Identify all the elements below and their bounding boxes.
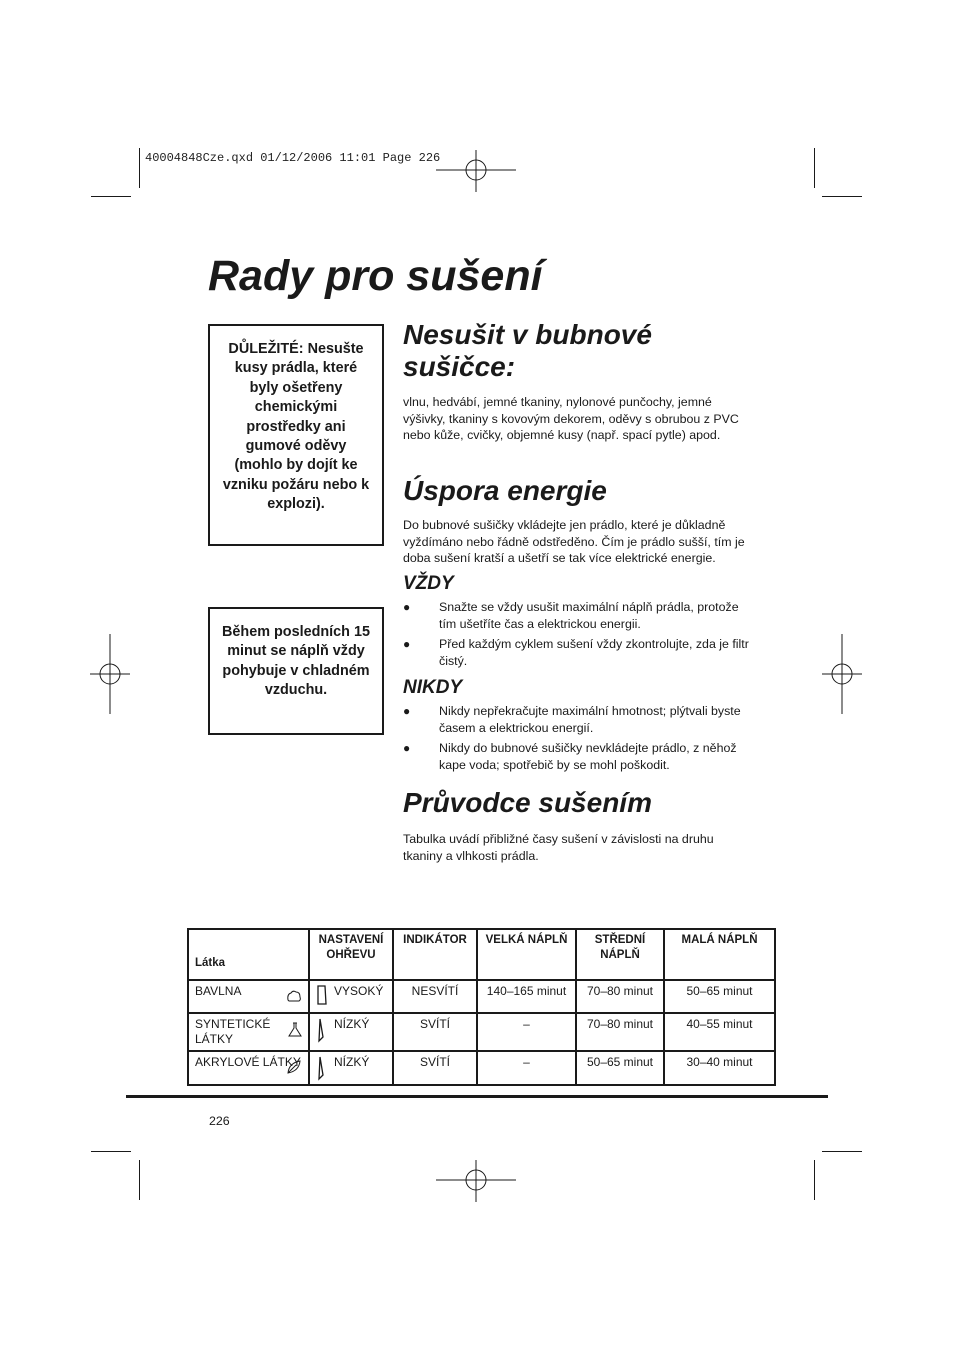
list-item: ● Nikdy do bubnové sušičky nevkládejte prádlo, z něhož kape voda; spotřebič by se mohl poškodit.: [403, 740, 753, 773]
column-header: Látka: [188, 929, 309, 980]
fabric-name: BAVLNA: [195, 984, 242, 998]
heat-setting: NÍZKÝ: [334, 1055, 370, 1069]
fabric-name: SYNTETICKÉ LÁTKY: [195, 1017, 271, 1046]
always-list: [403, 599, 753, 673]
medium-load-time: 50–65 minut: [576, 1051, 664, 1085]
heat-setting: NÍZKÝ: [334, 1017, 370, 1031]
always-heading: VŽDY: [403, 573, 454, 594]
large-load-time: 140–165 minut: [477, 980, 576, 1013]
never-list: [403, 703, 753, 777]
heat-low-icon: [316, 1017, 328, 1043]
registration-mark-left: [90, 634, 130, 714]
cool-air-note-text: Během posledních 15 minut se náplň vždy pohybuje v chladném vzduchu.: [222, 624, 370, 699]
list-item: ● Nikdy nepřekračujte maximální hmotnost; plýtvali byste časem a elektrickou energií.: [403, 703, 753, 736]
fabric-name: AKRYLOVÉ LÁTKY: [195, 1055, 301, 1069]
synthetic-flask-icon: [288, 1022, 302, 1041]
column-header: VELKÁ NÁPLŇ: [477, 929, 576, 980]
list-item: ● Snažte se vždy usušit maximální náplň prádla, protože tím ušetříte čas a elektrickou energii.: [403, 599, 753, 632]
important-warning-box: [208, 324, 384, 546]
page-number: 226: [209, 1114, 230, 1128]
medium-load-time: 70–80 minut: [576, 980, 664, 1013]
print-slug: 40004848Cze.qxd 01/12/2006 11:01 Page 226: [145, 151, 441, 165]
column-header: STŘEDNÍ NÁPLŇ: [576, 929, 664, 980]
table-row: [188, 980, 775, 1013]
indicator-value: SVÍTÍ: [393, 1051, 477, 1085]
heat-setting: VYSOKÝ: [334, 984, 384, 998]
footer-rule: [126, 1095, 828, 1098]
registration-mark-bottom: [436, 1160, 516, 1202]
guide-heading: Průvodce sušením: [403, 787, 652, 818]
registration-mark-top: [436, 150, 516, 192]
table-row: [188, 1013, 775, 1051]
cotton-icon: [286, 989, 302, 1006]
table-header-row: [188, 929, 775, 980]
large-load-time: –: [477, 1051, 576, 1085]
cool-air-note-box: [208, 607, 384, 735]
small-load-time: 30–40 minut: [664, 1051, 775, 1085]
small-load-time: 50–65 minut: [664, 980, 775, 1013]
column-header: INDIKÁTOR: [393, 929, 477, 980]
registration-mark-right: [822, 634, 862, 714]
no-dry-heading: Nesušit v bubnové sušičce:: [403, 319, 652, 382]
medium-load-time: 70–80 minut: [576, 1013, 664, 1051]
drying-guide-table: [187, 928, 776, 1086]
guide-text: Tabulka uvádí přibližné časy sušení v závislosti na druhu tkaniny a vlhkosti prádla.: [403, 832, 714, 863]
table-row: [188, 1051, 775, 1085]
large-load-time: –: [477, 1013, 576, 1051]
no-dry-text: vlnu, hedvábí, jemné tkaniny, nylonové punčochy, jemné výšivky, tkaniny s kovovým dekorem, oděvy s obrubou z PVC nebo kůže, cvičky, objemné kusy (např. spací pytle) apod.: [403, 395, 739, 442]
indicator-value: NESVÍTÍ: [393, 980, 477, 1013]
never-heading: NIKDY: [403, 677, 463, 698]
column-header: MALÁ NÁPLŇ: [664, 929, 775, 980]
important-warning-text: DŮLEŽITÉ: Nesušte kusy prádla, které byly ošetřeny chemickými prostředky ani gumové oděvy (mohlo by dojít ke vzniku požáru nebo k explozi).: [222, 341, 370, 513]
indicator-value: SVÍTÍ: [393, 1013, 477, 1051]
list-item: ● Před každým cyklem sušení vždy zkontrolujte, zda je filtr čistý.: [403, 636, 753, 669]
small-load-time: 40–55 minut: [664, 1013, 775, 1051]
energy-heading: Úspora energie: [403, 475, 607, 506]
page-title: Rady pro sušení: [208, 252, 543, 300]
heat-low-icon: [316, 1055, 328, 1081]
energy-text: Do bubnové sušičky vkládejte jen prádlo, které je důkladně vyždímáno nebo řádně odstředěno. Čím je prádlo sušší, tím je doba sušení kratší a ušetří se tak více elektrické energie.: [403, 518, 745, 565]
acrylic-leaf-icon: [286, 1060, 302, 1077]
column-header: NASTAVENÍ OHŘEVU: [309, 929, 393, 980]
heat-high-icon: [316, 984, 328, 1006]
